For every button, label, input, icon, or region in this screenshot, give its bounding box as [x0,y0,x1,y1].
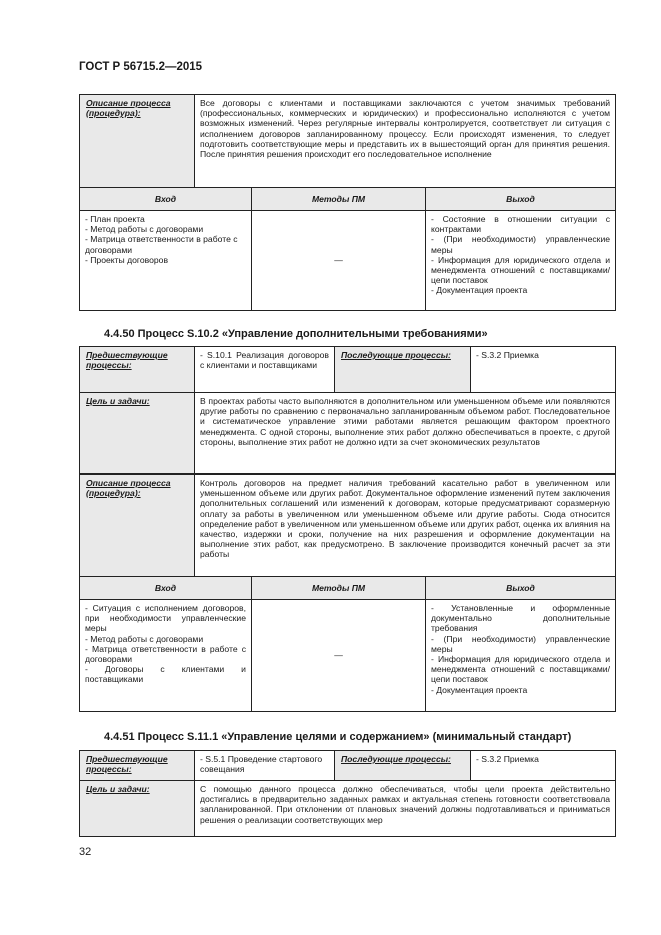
description-text: Все договоры с клиентами и поставщиками заключаются с учетом значимых требований (профессиональных, коммерческих и юридических) и профессионально исполняются с учетом возможных изменений. Через регулярные интервалы контролируется, соответствует ли ситуация с исполнением договоров запланированному процессу. Если происходят изменения, то следует подготовить соответствующие меры и представить их в вышестоящий орган для принятия решения. После принятия решения происходит его последовательное исполнение [195,95,616,188]
list-item: - Состояние в отношении ситуации с контрактами [431,214,611,235]
successor-label: Последующие процессы: [335,751,471,781]
list-item: - Установленные и оформленные документально дополнительные требования [431,603,610,634]
process-table-s10-2 [79,346,616,474]
predecessor-label: Предшествующие процессы: [80,347,195,393]
successor-label: Последующие процессы: [335,347,471,393]
output-list-cell [426,211,616,311]
description-label: Описание процесса (процедура): [80,95,195,188]
goal-text: С помощью данного процесса должно обеспечиваться, чтобы цели проекта действительно достигались в предварительно заданных рамках и актуальная степень готовности соответствовала запланированной. При отклонении от плановых значений должны подготавливаться и приниматься решения о реализации соответствующих мер [195,781,616,837]
input-list [85,603,246,685]
input-list [85,214,246,265]
list-item: - Информация для юридического отдела и менеджмента отношений с поставщиками/цепи поставок [431,254,611,286]
output-list [431,603,610,695]
goal-label: Цель и задачи: [80,393,195,474]
predecessor-value: - S.5.1 Проведение стартового совещания [195,751,335,781]
input-list-cell [80,211,252,311]
document-header: ГОСТ Р 56715.2—2015 [79,61,203,73]
column-input-header: Вход [80,577,252,600]
description-text: Контроль договоров на предмет наличия требований касательно работ в увеличенном или уменьшенном объеме или других работ. Документальное оформление изменений путем заключения дополнительных соглашений или изменений к договорам, которые предусматривают соразмерную оплату за работы в увеличенном или уменьшенном объеме или другие работы. Сюда относится определение работ в увеличенном или уменьшенном объеме или других работ, оценка их влияния на качество, издержки и сроки, получение на них разрешения и оформление документации на выполнение этих работ, как предусмотрено. В заключение производится конечный расчет за эти работы [195,475,616,577]
successor-value: - S.3.2 Приемка [471,751,616,781]
column-output-header: Выход [426,188,616,211]
list-item: - Метод работы с договорами [85,633,204,644]
process-table-s10-2-body [79,474,616,712]
page-number: 32 [79,846,92,858]
list-item: - (При необходимости) управленческие меры [431,234,611,255]
output-list [431,214,610,296]
list-item: - Метод работы с договорами [85,224,204,235]
methods-cell: — [252,600,426,712]
list-item: - Документация проекта [431,684,528,695]
input-list-cell [80,600,252,712]
goal-label: Цель и задачи: [80,781,195,837]
section-heading-4-4-51: 4.4.51 Процесс S.11.1 «Управление целями и содержанием» (минимальный стандарт) [104,731,572,743]
description-label: Описание процесса (процедура): [80,475,195,577]
list-item: - Матрица ответственности в работе с договорами [85,234,238,255]
list-item: - Ситуация с исполнением договоров, при необходимости управленческие меры [85,603,246,634]
column-input-header: Вход [80,188,252,211]
column-methods-header: Методы ПМ [252,577,426,600]
methods-cell: — [252,211,426,311]
output-list-cell [426,600,616,712]
column-methods-header: Методы ПМ [252,188,426,211]
list-item: - Документация проекта [431,285,528,296]
list-item: - Матрица ответственности в работе с договорами [85,643,246,665]
column-output-header: Выход [426,577,616,600]
predecessor-label: Предшествующие процессы: [80,751,195,781]
list-item: - (При необходимости) управленческие меры [431,633,610,654]
successor-value: - S.3.2 Приемка [471,347,616,393]
predecessor-value: - S.10.1 Реализация договоров с клиентами и поставщиками [195,347,335,393]
list-item: - План проекта [85,214,145,224]
list-item: - Проекты договоров [85,254,169,265]
list-item: - Договоры с клиентами и поставщиками [85,664,246,685]
section-heading-4-4-50: 4.4.50 Процесс S.10.2 «Управление дополнительными требованиями» [104,328,488,340]
process-table-s11-1 [79,750,616,837]
list-item: - Информация для юридического отдела и менеджмента отношений с поставщиками/цепи поставок [431,654,610,685]
process-table-s10-1-continued [79,94,616,311]
goal-text: В проектах работы часто выполняются в дополнительном или уменьшенном объеме или появляются другие работы по сравнению с первоначально запланированным объемом работ. Последовательное и систематическое управление этими работами является решающим фактором проектного менеджмента. С одной стороны, выполнение этих работ должно обеспечиваться в проекте, с другой стороны, выполнение этих работ не должно идти за счет экономических результатов [195,393,616,474]
